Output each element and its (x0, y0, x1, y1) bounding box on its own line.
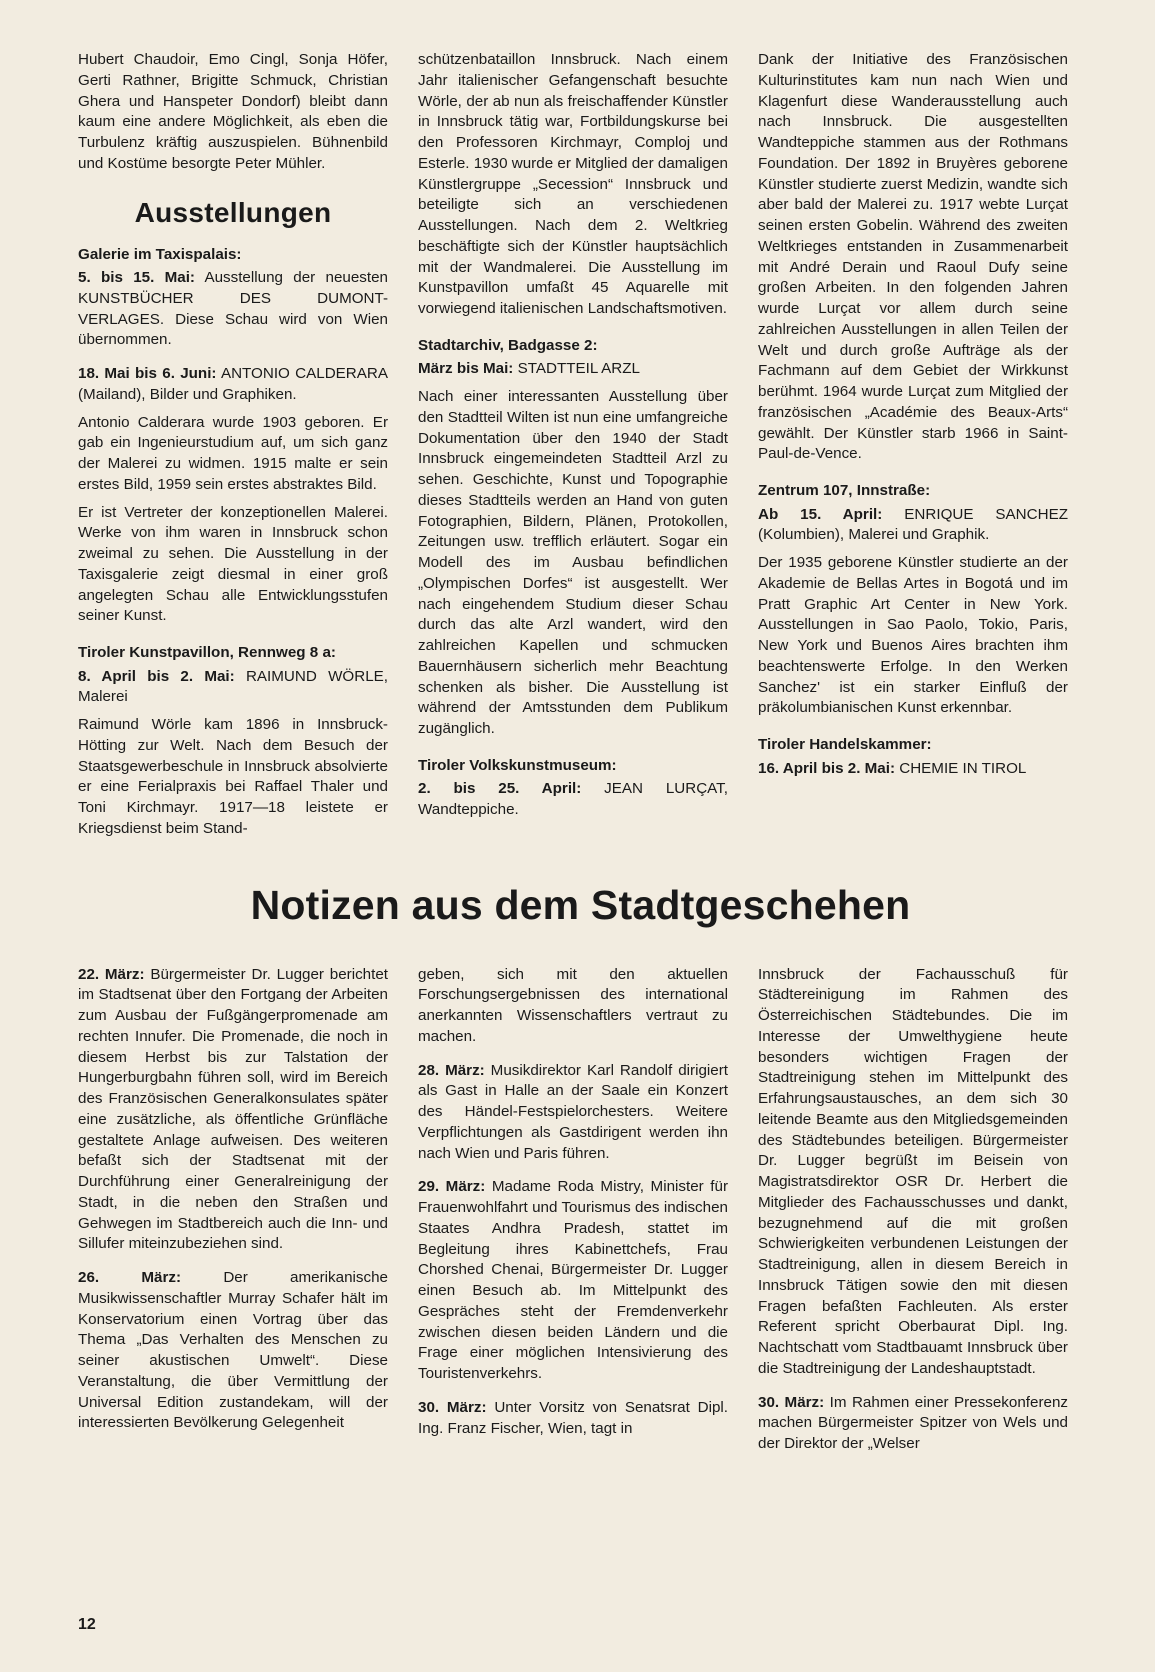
notiz-date-lead: 30. März: (758, 1393, 825, 1411)
paragraph-arzl-description: Nach einer interessanten Ausstellung über den Stadtteil Wilten ist nun eine umfangreiche Dokumentation über den 1940 der Stadt Innsbruck eingemeindeten Stadtteil Arzl zu sehen. Geschichte, Kunst und Topographie dieses Stadtteils werden an Hand von guten Fotographien, Bildern, Plänen, Protokollen, Zeitungen usw. trefflich erläutert. Sogar ein Modell des im Ausbau befindlichen „Olympischen Dorfes“ ist ausgestellt. Wer nach eingehendem Studium dieser Schau durch das alte Arzl wandert, wird den zahlreichen Kapellen und schmucken Bauernhäusern sicherlich mehr Beachtung schenken als bisher. Die Ausstellung ist während der Amtsstunden dem Publikum zugänglich. (418, 388, 728, 738)
entry-chemie-in-tirol (758, 759, 1068, 780)
heading-kunstpavillon: Tiroler Kunstpavillon, Rennweg 8 a: (78, 644, 336, 662)
notizen-section-columns (78, 965, 1083, 1455)
top-column-1 (78, 50, 388, 840)
notiz-continuation: Innsbruck der Fachausschuß für Städtereinigung im Rahmen des Österreichischen Städtebundes. Die im Interesse der Umwelthygiene heute besonders wichtigen Fragen der Stadtreinigung stehen im Mittelpunkt des Erfahrungsaustausches, an dem sich 30 leitende Beamte aus den Mitgliedsgemeinden des Städtebundes beteiligen. Bürgermeister Dr. Lugger begrüßt im Beisein von Magistratsdirektor OSR Dr. Herbert die Mitglieder des Fachausschusses und dankt, bezugnehmend auf die mit großen Schwierigkeiten verbundenen Leistungen der Stadtreinigung, allen in diesem Bereich in Innsbruck Tätigen sowie den mit diesen Fragen befaßten Fachleuten. Als erster Referent spricht Oberbaurat Dipl. Ing. Nachtschatt vom Stadtbauamt Innsbruck über die Stadtreinigung der Landeshauptstadt. (758, 965, 1068, 1377)
entry-date-lead: 8. April bis 2. Mai: (78, 667, 235, 685)
paragraph-calderara-work: Er ist Vertreter der konzeptionellen Malerei. Werke von ihm waren in Innsbruck schon zweimal zu sehen. Die Ausstellung in der Taxisgalerie zeigt diesmal in einer groß angelegten Schau alle Entwicklungsstufen seiner Kunst. (78, 503, 388, 625)
notiz-date-lead: 28. März: (418, 1061, 485, 1079)
entry-calderara (78, 364, 388, 406)
entry-body: JEAN LURÇAT, Wandteppiche. (418, 780, 728, 819)
top-section-columns (78, 50, 1083, 840)
notiz-entry (418, 1398, 728, 1440)
entry-sanchez (758, 505, 1068, 547)
entry-date-lead: Ab 15. April: (758, 505, 883, 523)
entry-date-lead: März bis Mai: (418, 360, 514, 378)
top-column-3 (758, 50, 1068, 779)
paragraph-woerle-bio: Raimund Wörle kam 1896 in Innsbruck-Hötting zur Welt. Nach dem Besuch der Staatsgewerbeschule in Innsbruck absolvierte er eine Ferialpraxis bei Raffael Thaler und Toni Kirchmayr. 1917—18 leistete er Kriegsdienst beim Stand- (78, 716, 388, 837)
entry-body: ENRIQUE SANCHEZ (Kolumbien), Malerei und Graphik. (758, 505, 1068, 544)
notiz-entry (78, 1268, 388, 1434)
notizen-column-1 (78, 965, 388, 1435)
paragraph-calderara-bio: Antonio Calderara wurde 1903 geboren. Er gab ein Ingenieurstudium auf, um sich ganz der Malerei zu widmen. 1915 malte er sein erstes Bild, 1959 sein erstes abstraktes Bild. (78, 413, 388, 493)
intro-paragraph: Hubert Chaudoir, Emo Cingl, Sonja Höfer, Gerti Rathner, Brigitte Schmuck, Christian Ghera und Hanspeter Dondorf) bleibt dann kaum eine andere Möglichkeit, als eben die Turbulenz kräftig auszuspielen. Bühnenbild und Kostüme besorgte Peter Mühler. (78, 51, 388, 172)
paragraph-sanchez-bio: Der 1935 geborene Künstler studierte an der Akademie de Bellas Artes in Bogotá und im Pratt Graphic Art Center in New York. Ausstellungen in Sao Paolo, Tokio, Paris, New York und Buenos Aires brachten ihm beachtenswerte Erfolge. In den Werken Sanchez' ist ein starker Einfluß der präkolumbianischen Kunst erkennbar. (758, 554, 1068, 717)
entry-lurcat (418, 779, 728, 821)
section-title-ausstellungen: Ausstellungen (134, 196, 332, 228)
entry-date-lead: 5. bis 15. Mai: (78, 269, 195, 287)
paragraph-lurcat-bio: Dank der Initiative des Französischen Kulturinstitutes kam nun nach Wien und Klagenfurt diese Wanderausstellung auch nach Innsbruck. Die ausgestellten Wandteppiche stammen aus der Rothmans Foundation. Der 1892 in Bruyères geborene Künstler studierte zuerst Medizin, wandte sich aber bald der Malerei zu. 1917 webte Lurçat seinen ersten Gobelin. Während des zweiten Weltkrieges entstanden in Zusammenarbeit mit André Derain und Raoul Dufy seine großen Arbeiten. In den folgenden Jahren wurde Lurçat vor allem durch seine zahlreichen Ausstellungen in allen Teilen der Welt und durch große Aufträge als der Fachmann auf dem Gebiet der Wirkkunst berühmt. 1964 wurde Lurçat zum Mitglied der französischen „Académie des Beaux-Arts“ gewählt. Der Künstler starb 1966 in Saint-Paul-de-Vence. (758, 51, 1068, 463)
notiz-body: Madame Roda Mistry, Minister für Frauenwohlfahrt und Tourismus des indischen Staates Andhra Pradesh, stattet im Begleitung ihres Kabinettchefs, Frau Chorshed Chenai, Bürgermeister Dr. Lugger einen Besuch ab. Im Mittelpunkt des Gespräches steht der Fremdenverkehr zwischen diesen beiden Ländern und die Frage einer möglichen Intensivierung des Touristenverkehrs. (418, 1178, 728, 1383)
notiz-body: Bürgermeister Dr. Lugger berichtet im Stadtsenat über den Fortgang der Arbeiten zum Ausbau der Fußgängerpromenade am rechten Innufer. Die Promenade, die noch in diesem Herbst bis zur Talstation der Hungerburgbahn führen soll, wird im Bereich des Französischen Generalkonsulates später eine zusätzliche, als öffentliche Grünfläche gestaltete Anlage aufweisen. Des weiteren befaßt sich der Stadtsenat mit der Durchführung einer Generalreinigung der Stadt, in die neben den Straßen und Gehwegen im Stadtbereich auch die Inn- und Sillufer miteinzubeziehen sind. (78, 965, 389, 1253)
entry-date-lead: 18. Mai bis 6. Juni: (78, 365, 217, 383)
entry-kunstbuecher (78, 268, 388, 351)
notiz-continuation: geben, sich mit den aktuellen Forschungsergebnissen des international anerkannten Wissenschaftlers vertraut zu machen. (418, 965, 728, 1045)
entry-body: CHEMIE IN TIROL (895, 759, 1027, 777)
notiz-entry (418, 1177, 728, 1385)
entry-body: Ausstellung der neuesten KUNSTBÜCHER DES DUMONT-VERLAGES. Diese Schau wird von Wien übernommen. (78, 269, 388, 349)
heading-volkskunstmuseum: Tiroler Volkskunstmuseum: (418, 756, 617, 774)
heading-stadtarchiv: Stadtarchiv, Badgasse 2: (418, 336, 598, 354)
entry-date-lead: 2. bis 25. April: (418, 780, 582, 798)
notiz-date-lead: 29. März: (418, 1178, 486, 1196)
entry-stadtteil-arzl (418, 359, 728, 380)
paragraph-woerle-continued: schützenbataillon Innsbruck. Nach einem Jahr italienischer Gefangenschaft besuchte Wörle, der ab nun als freischaffender Künstler in Innsbruck tätig war, Fortbildungskurse bei den Professoren Kirchmayr, Comploj und Esterle. 1930 wurde er Mitglied der damaligen Künstlergruppe „Secession“ Innsbruck und beteiligte sich an verschiedenen Ausstellungen. Nach dem 2. Weltkrieg beschäftigte sich der Künstler hauptsächlich mit der Wandmalerei. Die Ausstellung im Kunstpavillon umfaßt 45 Aquarelle mit vorwiegend italienischen Landschaftsmotiven. (418, 51, 728, 317)
heading-handelskammer: Tiroler Handelskammer: (758, 736, 932, 754)
notizen-column-2 (418, 965, 728, 1440)
notiz-entry (758, 1393, 1068, 1455)
notiz-body: Musikdirektor Karl Randolf dirigiert als Gast in Halle an der Saale ein Konzert des Händel-Festspielorchesters. Weitere Verpflichtungen als Gastdirigent werden ihn nach Wien und Paris führen. (418, 1061, 728, 1162)
entry-date-lead: 16. April bis 2. Mai: (758, 759, 896, 777)
entry-woerle (78, 667, 388, 709)
notiz-body: Unter Vorsitz von Senatsrat Dipl. Ing. Franz Fischer, Wien, tagt in (418, 1398, 728, 1437)
top-column-2 (418, 50, 728, 821)
heading-zentrum-107: Zentrum 107, Innstraße: (758, 482, 931, 499)
notizen-column-3 (758, 965, 1068, 1455)
notiz-date-lead: 26. März: (78, 1269, 182, 1287)
page-number: 12 (78, 1616, 96, 1633)
notiz-date-lead: 22. März: (78, 965, 145, 983)
heading-galerie-taxispalais: Galerie im Taxispalais: (78, 245, 242, 263)
entry-body: STADTTEIL ARZL (513, 360, 640, 378)
page-title-notizen: Notizen aus dem Stadtgeschehen (250, 881, 911, 928)
notiz-date-lead: 30. März: (418, 1398, 487, 1416)
notiz-entry (78, 965, 388, 1256)
entry-body: ANTONIO CALDERARA (Mailand), Bilder und Graphiken. (78, 365, 388, 403)
entry-body: RAIMUND WÖRLE, Malerei (78, 667, 388, 706)
notiz-body: Der amerikanische Musikwissenschaftler Murray Schafer hält im Konservatorium einen Vortrag über das Thema „Das Verhalten des Menschen zu seiner akustischen Umwelt“. Diese Veranstaltung, die über Vermittlung der Universal Edition zustandekam, will der interessierten Bevölkerung Gelegenheit (78, 1269, 388, 1432)
notiz-entry (418, 1061, 728, 1165)
notiz-body: Im Rahmen einer Pressekonferenz machen Bürgermeister Spitzer von Wels und der Direktor der „Welser (758, 1393, 1068, 1453)
